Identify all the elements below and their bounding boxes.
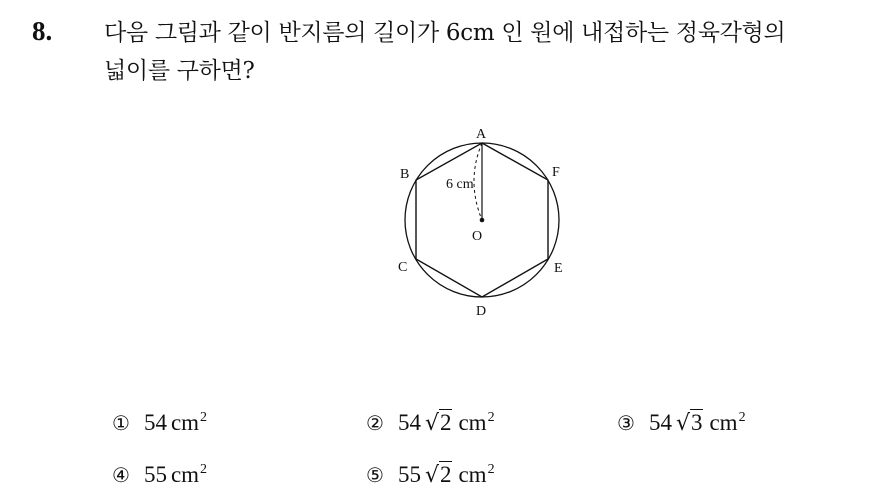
choice-unit: $cm^2$ — [458, 410, 495, 435]
radius-length-label: 6 cm — [446, 177, 474, 192]
center-point — [480, 218, 485, 223]
vertex-label-b: B — [400, 167, 410, 182]
choice-value: 55 — [397, 462, 421, 487]
vertex-label-a: A — [476, 127, 487, 142]
vertex-label-d: D — [476, 304, 487, 319]
choice-unit: $cm^2$ — [170, 462, 208, 487]
question-number: 8. — [32, 16, 53, 46]
choice-mark: ① — [112, 411, 130, 435]
choice-5[interactable] — [366, 462, 495, 488]
choice-3[interactable] — [617, 410, 746, 436]
choice-mark: ③ — [617, 411, 635, 435]
question-stem — [104, 14, 874, 90]
radicand: 2 — [439, 410, 452, 435]
inscribed-hexagon-diagram — [380, 118, 590, 323]
radicand: 2 — [439, 462, 452, 487]
square-root: √2 — [424, 462, 452, 488]
question-stem-line-2: 넓이를 구하면? — [104, 58, 255, 84]
choice-4[interactable] — [112, 462, 207, 488]
radicand: 3 — [690, 410, 703, 435]
choice-value: 54 — [648, 410, 672, 435]
vertex-label-c: C — [398, 260, 408, 275]
square-root: √3 — [675, 410, 703, 436]
choice-value: 54 — [397, 410, 421, 435]
choice-value: 54 — [143, 410, 167, 435]
question-stem-line-1: 다음 그림과 같이 반지름의 길이가 6cm 인 원에 내접하는 정육각형의 — [104, 20, 786, 46]
vertex-label-e: E — [554, 261, 563, 276]
vertex-label-f: F — [552, 165, 560, 180]
center-label-o: O — [472, 229, 483, 244]
choice-mark: ② — [366, 411, 384, 435]
choice-unit: $cm^2$ — [170, 410, 208, 435]
square-root: √2 — [424, 410, 452, 436]
choice-unit: $cm^2$ — [458, 462, 495, 487]
choice-1[interactable] — [112, 410, 207, 436]
choice-2[interactable] — [366, 410, 495, 436]
hexagon-figure — [380, 118, 590, 323]
choice-mark: ⑤ — [366, 463, 384, 487]
radius-dimension-arc — [474, 143, 482, 220]
choice-value: 55 — [143, 462, 167, 487]
choice-mark: ④ — [112, 463, 130, 487]
choice-unit: $cm^2$ — [709, 410, 746, 435]
